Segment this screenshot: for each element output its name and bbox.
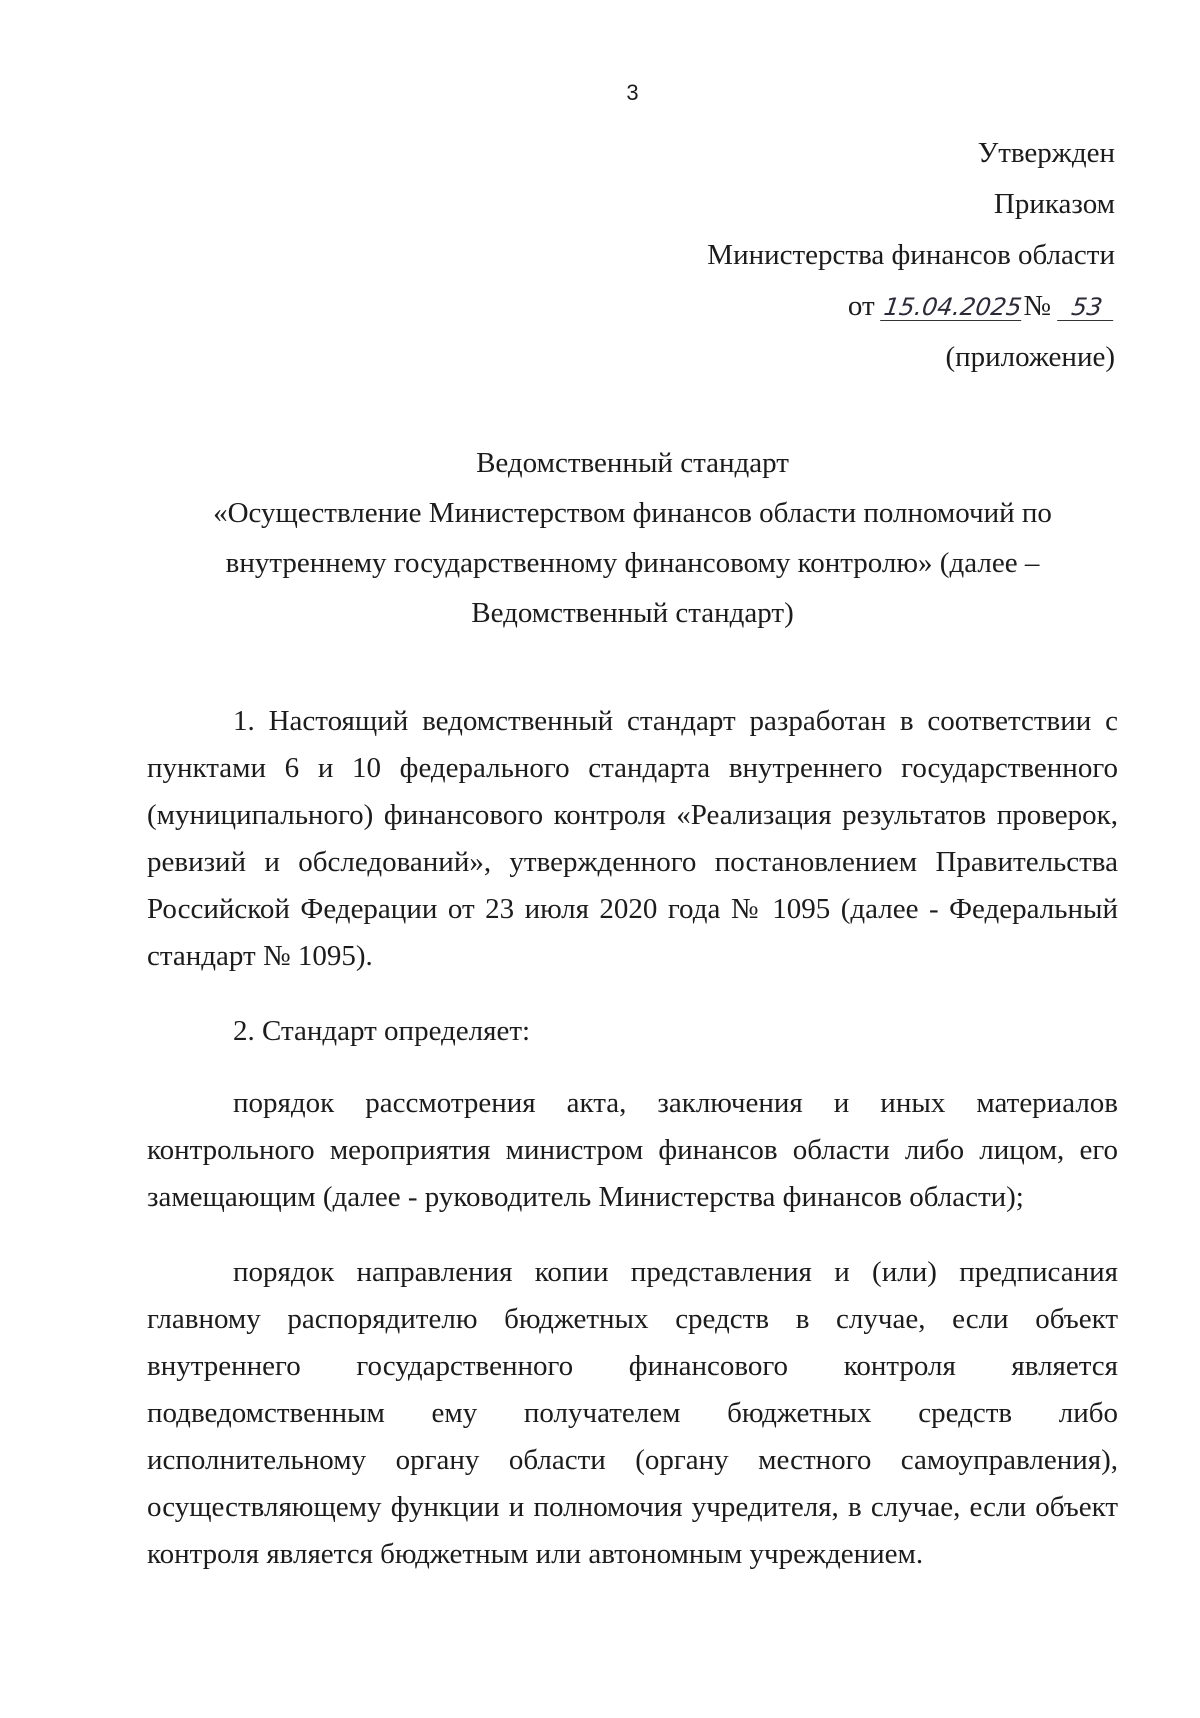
page-number: 3	[626, 80, 639, 105]
paragraph-2: 2. Стандарт определяет:	[233, 1015, 531, 1047]
title-line-1: Ведомственный стандарт	[476, 447, 789, 479]
document-title	[0, 438, 1200, 638]
paragraph-4: порядок направления копии представления и (или) предписания главному распорядителю бюджетных средств в случае, если объект внутреннего государственного финансового контроля является подведомственным ему получателем бюджетных средств либо исполнительному органу области (органу местного самоуправления), осуществляющему функции и полномочия учредителя, в случае, если объект контроля является бюджетным или автономным учреждением.	[147, 1256, 1118, 1570]
approval-line-approved: Утвержден	[977, 137, 1115, 169]
number-sign: №	[1023, 290, 1051, 322]
approval-line-order: Приказом	[993, 188, 1115, 220]
approval-line-date-number	[707, 281, 1115, 332]
approval-block	[707, 128, 1115, 383]
title-line-3: внутреннему государственному финансовому контролю» (далее –	[225, 547, 1040, 579]
document-body	[147, 698, 1118, 1578]
title-line-4: Ведомственный стандарт)	[471, 597, 794, 629]
approval-line-ministry: Министерства финансов области	[707, 239, 1115, 271]
handwritten-date: 15.04.2025	[882, 293, 1024, 321]
approval-line-appendix: (приложение)	[945, 341, 1115, 373]
date-prefix: от	[847, 290, 875, 322]
handwritten-number: 53	[1057, 294, 1117, 321]
paragraph-1: 1. Настоящий ведомственный стандарт разработан в соответствии с пунктами 6 и 10 федерального стандарта внутреннего государственного (муниципального) финансового контроля «Реализация результатов проверок, ревизий и обследований», утвержденного постановлением Правительства Российской Федерации от 23 июля 2020 года № 1095 (далее - Федеральный стандарт № 1095).	[147, 705, 1118, 972]
paragraph-3: порядок рассмотрения акта, заключения и иных материалов контрольного мероприятия министром финансов области либо лицом, его замещающим (далее - руководитель Министерства финансов области);	[147, 1087, 1118, 1213]
title-line-2: «Осуществление Министерством финансов области полномочий по	[213, 497, 1052, 529]
